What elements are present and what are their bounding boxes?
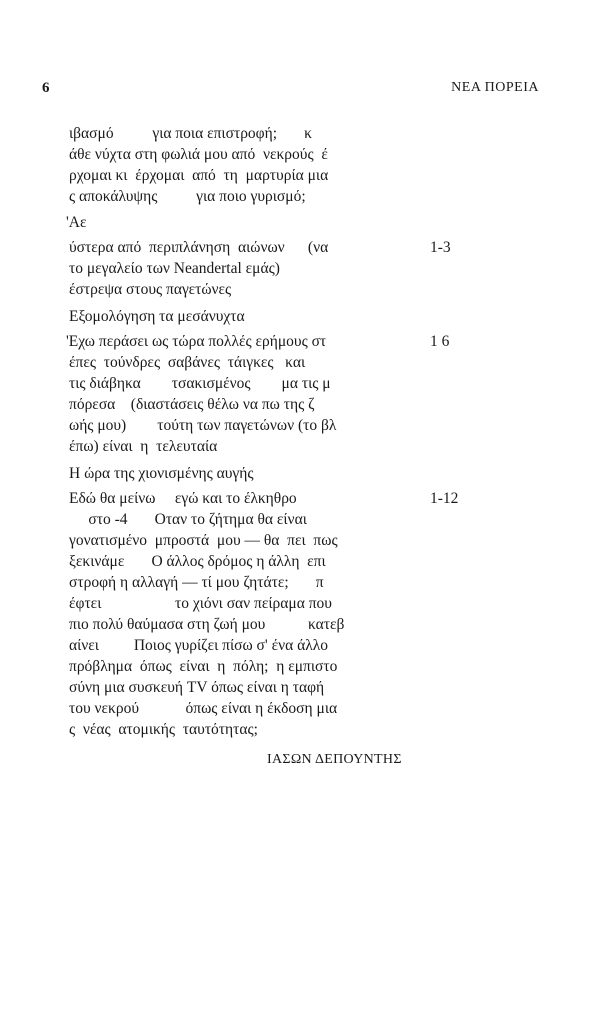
author-signature: ΙΑΣΩΝ ΔΕΠΟΥΝΤΗΣ	[267, 752, 402, 767]
poem-line: έστρεψα στους παγετώνες	[69, 281, 232, 298]
poem-line: γονατισμένο μπροστά μου — θα πει πως	[69, 532, 338, 549]
page-number: 6	[42, 80, 50, 96]
poem-line: πιο πολύ θαύμασα στη ζωή μου κατεβ	[69, 616, 345, 633]
margin-note: 1 6	[430, 333, 450, 350]
poem-line: στροφή η αλλαγή — τί μου ζητάτε; π	[69, 574, 324, 591]
poem-line: πόρεσα (διαστάσεις θέλω να πω της ζ	[69, 396, 315, 413]
poem-line: Εδώ θα μείνω εγώ και το έλκηθρο	[69, 490, 297, 507]
poem-line: του νεκρού όπως είναι η έκδοση μια	[69, 700, 338, 717]
poem-line: το μεγαλείο των Neandertal εμάς)	[69, 260, 280, 277]
poem-line: Η ώρα της χιονισμένης αυγής	[69, 465, 254, 482]
poem-line: τις διάβηκα τσακισμένος μα τις μ	[69, 375, 331, 392]
poem-line: έφτει το χιόνι σαν πείραμα που	[69, 595, 332, 612]
margin-note: 1-12	[430, 490, 459, 507]
poem-line: 'Αε	[66, 214, 87, 231]
poem-line: ιβασμό για ποια επιστροφή; κ	[69, 125, 312, 142]
poem-line: ξεκινάμε Ο άλλος δρόμος η άλλη επι	[69, 553, 326, 570]
poem-line: 'Εχω περάσει ως τώρα πολλές ερήμους στ	[66, 333, 327, 350]
running-head: ΝΕΑ ΠΟΡΕΙΑ	[451, 80, 539, 95]
poem-line: ύστερα από περιπλάνηση αιώνων (να	[69, 239, 329, 256]
poem-line: στο -4 Οταν το ζήτημα θα είναι	[69, 511, 307, 528]
poem-line: ς αποκάλυψης για ποιο γυρισμό;	[69, 188, 306, 205]
poem-line: πρόβλημα όπως είναι η πόλη; η εμπιστο	[69, 658, 338, 675]
poem-line: ρχομαι κι έρχομαι από τη μαρτυρία μια	[69, 167, 329, 184]
poem-line: αίνει Ποιος γυρίζει πίσω σ' ένα άλλο	[69, 637, 328, 654]
poem-line: έπες τούνδρες σαβάνες τάιγκες και	[69, 354, 306, 371]
poem-line: Εξομολόγηση τα μεσάνυχτα	[69, 308, 245, 325]
poem-line: ς νέας ατομικής ταυτότητας;	[69, 721, 258, 738]
poem-line: έπω) είναι η τελευταία	[69, 438, 218, 455]
margin-note: 1-3	[430, 239, 451, 256]
poem-line: σύνη μια συσκευή TV όπως είναι η ταφή	[69, 679, 325, 696]
poem-line: άθε νύχτα στη φωλιά μου από νεκρούς έ	[69, 146, 328, 163]
poem-line: ωής μου) τούτη των παγετώνων (το βλ	[69, 417, 337, 434]
